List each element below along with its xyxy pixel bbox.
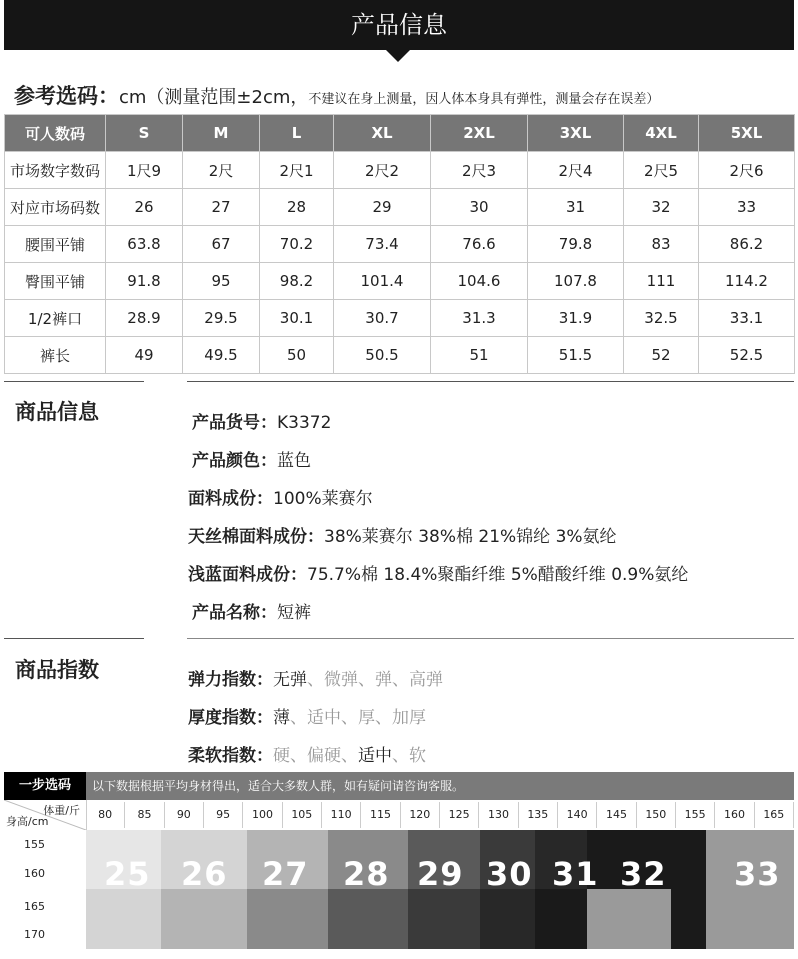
size-zone-block	[161, 889, 247, 949]
product-info-title: 商品信息	[15, 400, 99, 424]
size-column-header: S	[106, 115, 183, 152]
table-cell: 51	[431, 337, 528, 374]
table-cell: 1尺9	[106, 152, 183, 189]
table-cell: 28	[260, 189, 334, 226]
table-row	[5, 263, 795, 300]
table-row	[5, 226, 795, 263]
height-tick: 170	[24, 928, 45, 941]
table-cell: 30.1	[260, 300, 334, 337]
weight-tick: 110	[322, 802, 361, 828]
table-cell: 79.8	[528, 226, 624, 263]
table-cell: 73.4	[334, 226, 431, 263]
weight-tick: 135	[519, 802, 558, 828]
size-guide-label: 一步选码	[4, 772, 86, 800]
size-table	[4, 114, 795, 374]
table-cell: 107.8	[528, 263, 624, 300]
table-cell: 2尺6	[699, 152, 795, 189]
table-cell: 33	[699, 189, 795, 226]
reference-unit: cm（测量范围±2cm，	[119, 87, 309, 108]
table-cell: 86.2	[699, 226, 795, 263]
info-name	[192, 598, 311, 623]
weight-tick: 90	[165, 802, 204, 828]
table-cell: 111	[624, 263, 699, 300]
divider	[4, 638, 144, 639]
header-title: 产品信息	[351, 11, 447, 39]
table-cell: 2尺1	[260, 152, 334, 189]
size-zone-block	[328, 889, 408, 949]
weight-tick: 125	[440, 802, 479, 828]
table-cell: 52	[624, 337, 699, 374]
size-column-header: L	[260, 115, 334, 152]
index-selected: 无弹	[273, 670, 307, 690]
table-cell: 30.7	[334, 300, 431, 337]
row-label: 对应市场码数	[5, 189, 106, 226]
table-cell: 30	[431, 189, 528, 226]
table-cell: 28.9	[106, 300, 183, 337]
table-cell: 49	[106, 337, 183, 374]
info-tencel-fabric	[188, 522, 617, 547]
table-cell: 101.4	[334, 263, 431, 300]
size-column-header: 5XL	[699, 115, 795, 152]
table-cell: 51.5	[528, 337, 624, 374]
table-cell: 32.5	[624, 300, 699, 337]
info-key: 产品货号：	[192, 413, 277, 433]
size-table-body	[5, 152, 795, 374]
info-value: 蓝色	[277, 451, 311, 471]
info-lightblue-fabric	[188, 560, 688, 585]
size-zone-label: 26	[181, 855, 228, 893]
info-key: 产品名称：	[192, 603, 277, 623]
info-key: 产品颜色：	[192, 451, 277, 471]
table-cell: 31.3	[431, 300, 528, 337]
index-options: 、适中、厚、加厚	[290, 708, 426, 728]
info-value: 100%莱赛尔	[273, 489, 373, 509]
index-key: 厚度指数：	[188, 708, 273, 728]
info-value: 短裤	[277, 603, 311, 623]
height-tick: 155	[24, 838, 45, 851]
size-guide-bar	[4, 772, 794, 800]
table-cell: 49.5	[183, 337, 260, 374]
weight-tick: 85	[125, 802, 164, 828]
table-row	[5, 152, 795, 189]
table-row	[5, 337, 795, 374]
table-cell: 95	[183, 263, 260, 300]
index-key: 弹力指数：	[188, 670, 273, 690]
index-selected: 薄	[273, 708, 290, 728]
table-row	[5, 300, 795, 337]
size-guide-note: 以下数据根据平均身材得出，适合大多数人群，如有疑问请咨询客服。	[92, 779, 465, 793]
index-options: 、微弹、弹、高弹	[307, 670, 443, 690]
weight-tick: 95	[204, 802, 243, 828]
table-cell: 91.8	[106, 263, 183, 300]
size-zone-block	[587, 889, 671, 949]
weight-tick: 100	[243, 802, 282, 828]
info-key: 天丝棉面料成份：	[188, 527, 324, 547]
weight-tick: 105	[283, 802, 322, 828]
row-label: 1/2裤口	[5, 300, 106, 337]
header-pointer	[386, 50, 410, 62]
info-color	[192, 446, 311, 471]
size-zone-block	[671, 830, 706, 949]
weight-tick: 165	[755, 802, 794, 828]
size-column-header: 2XL	[431, 115, 528, 152]
index-selected: 适中	[358, 746, 392, 766]
size-zone-label: 32	[620, 855, 667, 893]
table-cell: 31	[528, 189, 624, 226]
header-banner	[4, 0, 794, 50]
size-zone-label: 33	[734, 855, 781, 893]
size-zone-label: 31	[552, 855, 599, 893]
info-value: 75.7%棉 18.4%聚酯纤维 5%醋酸纤维 0.9%氨纶	[307, 565, 689, 585]
table-cell: 98.2	[260, 263, 334, 300]
weight-tick: 120	[401, 802, 440, 828]
softness-index	[188, 741, 426, 766]
table-cell: 27	[183, 189, 260, 226]
index-options: 硬、偏硬、	[273, 746, 358, 766]
table-cell: 2尺4	[528, 152, 624, 189]
height-tick: 160	[24, 867, 45, 880]
weight-tick: 130	[479, 802, 518, 828]
divider	[4, 381, 144, 382]
row-label: 腰围平铺	[5, 226, 106, 263]
height-axis-label: 身高/cm	[6, 815, 49, 828]
weight-tick: 150	[637, 802, 676, 828]
size-reference-note	[14, 80, 659, 110]
size-zone-block	[480, 889, 535, 949]
elasticity-index	[188, 665, 443, 690]
axis-corner	[4, 800, 87, 830]
index-key: 柔软指数：	[188, 746, 273, 766]
table-row	[5, 189, 795, 226]
weight-axis-label: 体重/斤	[43, 804, 80, 817]
table-cell: 2尺5	[624, 152, 699, 189]
info-sku	[192, 408, 331, 433]
product-index-title: 商品指数	[15, 658, 99, 682]
row-label: 裤长	[5, 337, 106, 374]
table-cell: 114.2	[699, 263, 795, 300]
info-value: K3372	[277, 413, 332, 433]
table-cell: 2尺	[183, 152, 260, 189]
table-cell: 50	[260, 337, 334, 374]
weight-tick: 160	[715, 802, 754, 828]
table-cell: 67	[183, 226, 260, 263]
size-zone-label: 25	[104, 855, 151, 893]
table-cell: 31.9	[528, 300, 624, 337]
table-cell: 33.1	[699, 300, 795, 337]
size-zone-label: 29	[417, 855, 464, 893]
table-cell: 2尺3	[431, 152, 528, 189]
row-label: 市场数字数码	[5, 152, 106, 189]
table-cell: 83	[624, 226, 699, 263]
table-cell: 2尺2	[334, 152, 431, 189]
divider	[187, 381, 794, 382]
info-key: 面料成份：	[188, 489, 273, 509]
table-cell: 70.2	[260, 226, 334, 263]
weight-tick: 155	[676, 802, 715, 828]
table-cell: 29.5	[183, 300, 260, 337]
size-column-header: M	[183, 115, 260, 152]
row-label: 臀围平铺	[5, 263, 106, 300]
size-zone-label: 27	[262, 855, 309, 893]
table-cell: 63.8	[106, 226, 183, 263]
table-cell: 104.6	[431, 263, 528, 300]
weight-tick: 145	[597, 802, 636, 828]
height-tick: 165	[24, 900, 45, 913]
size-zone-block	[408, 889, 480, 949]
weight-tick: 80	[86, 802, 125, 828]
divider	[187, 638, 794, 639]
size-zone-block	[247, 889, 328, 949]
size-zone-block	[535, 889, 587, 949]
table-cell: 76.6	[431, 226, 528, 263]
reference-label: 参考选码：	[14, 84, 119, 108]
size-zone-block	[86, 889, 161, 949]
size-zone-label: 30	[486, 855, 533, 893]
weight-tick: 140	[558, 802, 597, 828]
thickness-index	[188, 703, 426, 728]
table-cell: 32	[624, 189, 699, 226]
size-table-header	[5, 115, 795, 152]
size-column-header: XL	[334, 115, 431, 152]
table-cell: 52.5	[699, 337, 795, 374]
table-cell: 26	[106, 189, 183, 226]
table-cell: 29	[334, 189, 431, 226]
info-fabric	[188, 484, 373, 509]
size-zone-label: 28	[343, 855, 390, 893]
size-table-corner-header: 可人数码	[5, 115, 106, 152]
size-column-header: 4XL	[624, 115, 699, 152]
reference-note: 不建议在身上测量，因人体本身具有弹性，测量会存在误差）	[308, 92, 660, 107]
weight-tick: 115	[361, 802, 400, 828]
info-key: 浅蓝面料成份：	[188, 565, 307, 585]
info-value: 38%莱赛尔 38%棉 21%锦纶 3%氨纶	[324, 527, 617, 547]
index-options: 、软	[392, 746, 426, 766]
size-column-header: 3XL	[528, 115, 624, 152]
table-cell: 50.5	[334, 337, 431, 374]
